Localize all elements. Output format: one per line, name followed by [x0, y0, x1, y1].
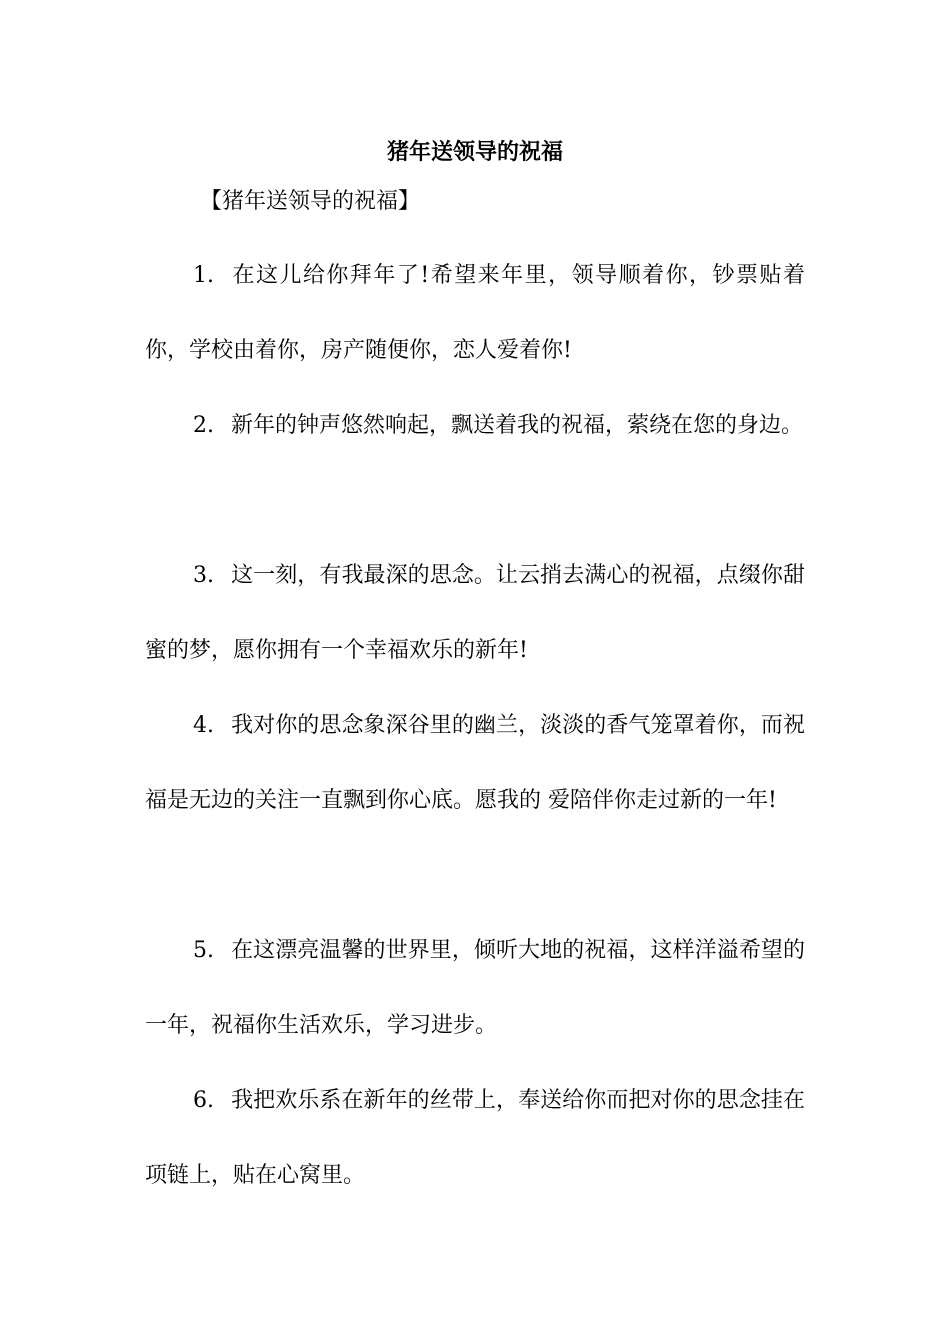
greeting-text: 这一刻，有我最深的思念。让云捎去满心的祝福，点缀你甜蜜的梦，愿你拥有一个幸福欢乐的新年!	[145, 563, 805, 663]
greeting-item	[145, 538, 805, 688]
greeting-item	[145, 388, 805, 463]
greeting-item	[145, 1063, 805, 1213]
greeting-text: 我对你的思念象深谷里的幽兰，淡淡的香气笼罩着你，而祝福是无边的关注一直飘到你心底。愿我的 爱陪伴你走过新的一年!	[145, 713, 805, 813]
greeting-text: 我把欢乐系在新年的丝带上，奉送给你而把对你的思念挂在项链上，贴在心窝里。	[145, 1088, 805, 1188]
greeting-number: 1.	[193, 263, 214, 288]
document-subtitle: 【猪年送领导的祝福】	[200, 189, 421, 214]
greeting-number: 5.	[193, 938, 214, 963]
document-title: 猪年送领导的祝福	[386, 139, 563, 165]
greeting-number: 6.	[193, 1088, 214, 1113]
greeting-item	[145, 913, 805, 1063]
greeting-number: 4.	[193, 713, 214, 738]
greeting-item	[145, 238, 805, 388]
greeting-number: 3.	[193, 563, 214, 588]
greeting-text: 新年的钟声悠然响起，飘送着我的祝福，萦绕在您的身边。	[231, 413, 804, 438]
greeting-number: 2.	[193, 413, 214, 438]
greeting-text: 在这儿给你拜年了!希望来年里，领导顺着你，钞票贴着你，学校由着你，房产随便你，恋人爱着你!	[145, 263, 805, 363]
greeting-item	[145, 688, 805, 838]
greeting-text: 在这漂亮温馨的世界里，倾听大地的祝福，这样洋溢希望的一年，祝福你生活欢乐，学习进步。	[145, 938, 805, 1038]
